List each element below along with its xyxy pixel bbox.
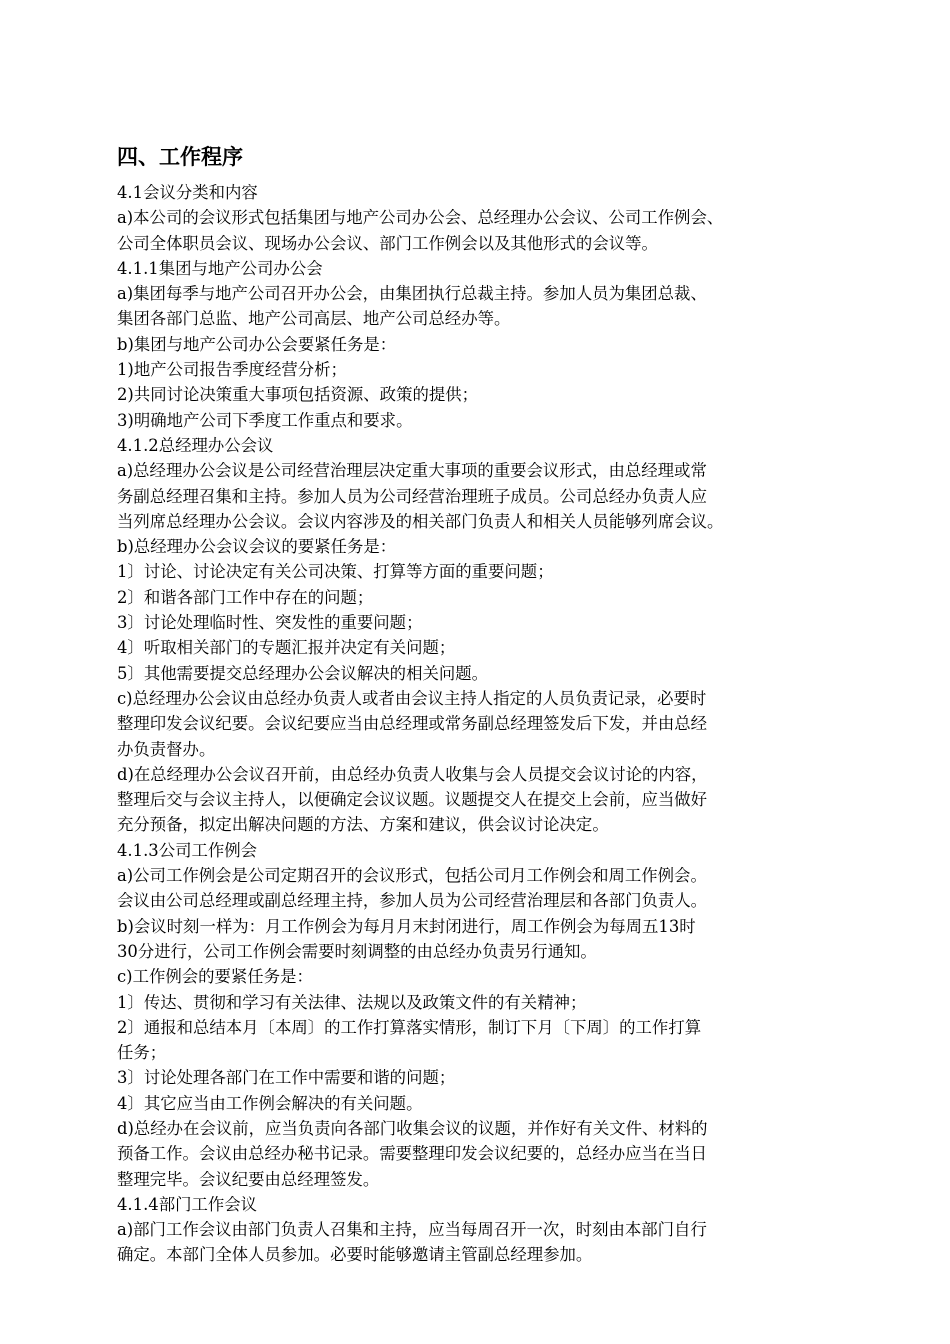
section-heading: 四、工作程序 [117,145,243,169]
text-line: 2)共同讨论决策重大事项包括资源、政策的提供； [117,385,479,405]
text-line: d)在总经理办公会议召开前，由总经办负责人收集与会人员提交会议讨论的内容， [117,764,708,784]
text-line: 4.1.1集团与地产公司办公会 [117,258,323,278]
text-line: b)总经理办公会议会议的要紧任务是： [117,537,397,557]
text-line: a)总经理办公会议是公司经营治理层决定重大事项的重要会议形式，由总经理或常 [117,461,707,481]
text-line: 4.1.2总经理办公会议 [117,435,274,455]
text-line: 2〕通报和总结本月〔本周〕的工作打算落实情形，制订下月〔下周〕的工作打算 [117,1017,702,1037]
text-line: d)总经办在会议前，应当负责向各部门收集会议的议题，并作好有关文件、材料的 [117,1118,708,1138]
text-line: 确定。本部门全体人员参加。必要时能够邀请主管副总经理参加。 [117,1245,593,1265]
text-line: 任务； [117,1043,167,1063]
text-line: a)集团每季与地产公司召开办公会，由集团执行总裁主持。参加人员为集团总裁、 [117,284,707,304]
text-line: 办负责督办。 [117,739,216,759]
text-line: 3〕讨论处理临时性、突发性的重要问题； [117,613,423,633]
text-line: 3〕讨论处理各部门在工作中需要和谐的问题； [117,1068,456,1088]
text-line: 5〕其他需要提交总经理办公会议解决的相关问题。 [117,663,489,683]
text-line: 3)明确地产公司下季度工作重点和要求。 [117,410,413,430]
text-line: a)本公司的会议形式包括集团与地产公司办公会、总经理办公会议、公司工作例会、 [117,208,724,228]
text-line: 4.1.4部门工作会议 [117,1194,258,1214]
text-line: 公司全体职员会议、现场办公会议、部门工作例会以及其他形式的会议等。 [117,233,658,253]
text-line: 4.1.3公司工作例会 [117,840,258,860]
text-line: 4〕听取相关部门的专题汇报并决定有关问题； [117,638,456,658]
text-line: 1〕讨论、讨论决定有关公司决策、打算等方面的重要问题； [117,562,554,582]
text-line: b)集团与地产公司办公会要紧任务是： [117,334,397,354]
text-line: c)工作例会的要紧任务是： [117,967,313,987]
text-line: c)总经理办公会议由总经办负责人或者由会议主持人指定的人员负责记录，必要时 [117,688,707,708]
text-line: 1)地产公司报告季度经营分析； [117,360,347,380]
text-line: 2〕和谐各部门工作中存在的问题； [117,587,374,607]
text-line: 30分进行，公司工作例会需要时刻调整的由总经办负责另行通知。 [117,941,597,961]
text-line: 4.1会议分类和内容 [117,183,258,202]
text-line: b)会议时刻一样为：月工作例会为每月月末封闭进行，周工作例会为每周五13时 [117,916,696,936]
text-line: 充分预备，拟定出解决问题的方法、方案和建议，供会议讨论决定。 [117,815,609,835]
text-line: 1〕传达、贯彻和学习有关法律、法规以及政策文件的有关精神； [117,992,587,1012]
text-line: 会议由公司总经理或副总经理主持，参加人员为公司经营治理层和各部门负责人。 [117,891,708,911]
text-line: 务副总经理召集和主持。参加人员为公司经营治理班子成员。公司总经办负责人应 [117,486,708,506]
text-line: a)部门工作会议由部门负责人召集和主持，应当每周召开一次，时刻由本部门自行 [117,1220,707,1240]
text-line: 整理后交与会议主持人，以便确定会议议题。议题提交人在提交上会前，应当做好 [117,790,708,810]
text-line: 整理印发会议纪要。会议纪要应当由总经理或常务副总经理签发后下发，并由总经 [117,714,708,734]
text-line: 整理完毕。会议纪要由总经理签发。 [117,1169,380,1189]
text-line: a)公司工作例会是公司定期召开的会议形式，包括公司月工作例会和周工作例会。 [117,866,707,886]
text-line: 集团各部门总监、地产公司高层、地产公司总经办等。 [117,309,511,329]
text-line: 预备工作。会议由总经办秘书记录。需要整理印发会议纪要的，总经办应当在当日 [117,1144,708,1164]
text-line: 4〕其它应当由工作例会解决的有关问题。 [117,1093,423,1113]
text-line: 当列席总经理办公会议。会议内容涉及的相关部门负责人和相关人员能够列席会议。 [117,511,724,531]
document-body [117,180,837,1268]
